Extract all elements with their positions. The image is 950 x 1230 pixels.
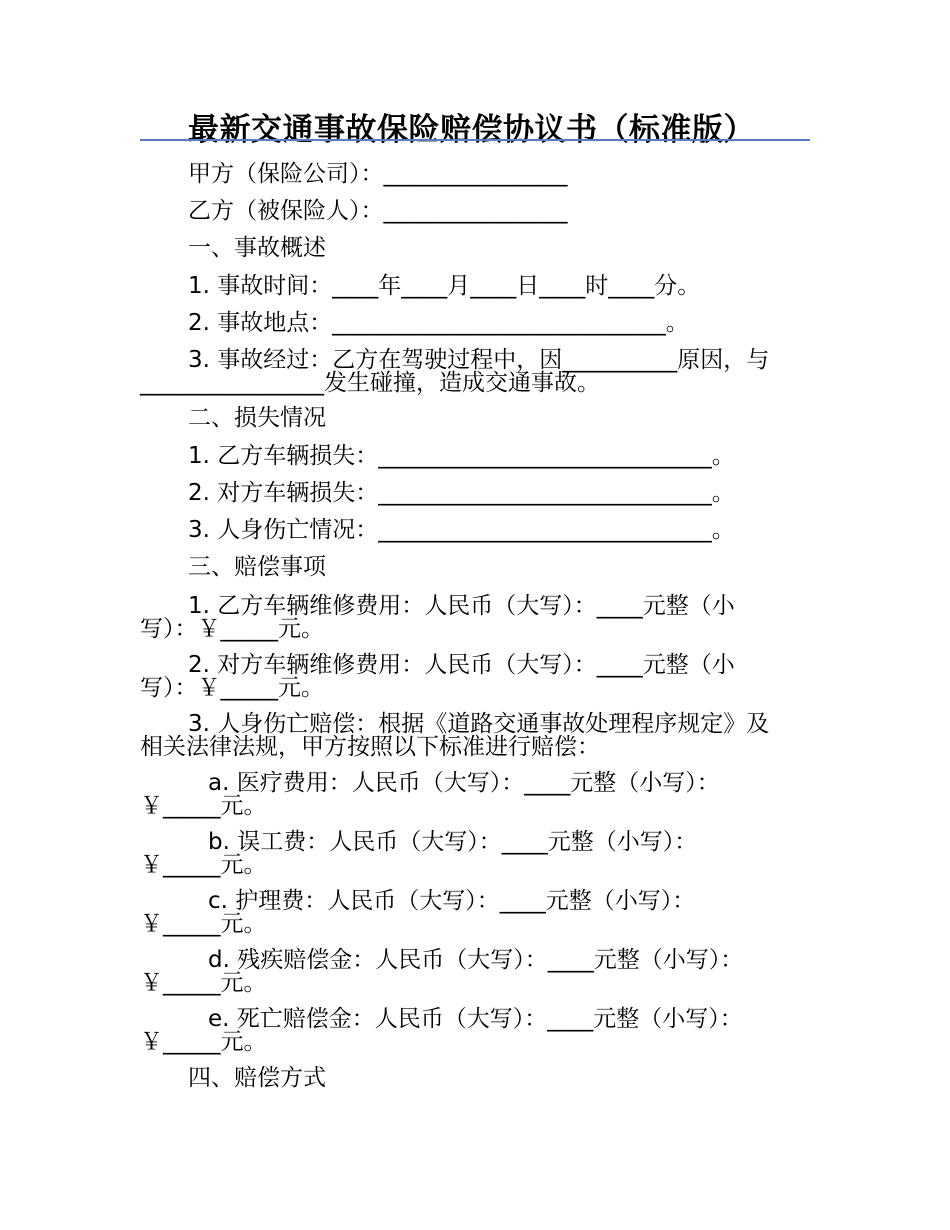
- party-a-line: 甲方（保险公司）：________________: [188, 161, 568, 187]
- accident-process-line: 3. 事故经过：乙方在驾驶过程中，因__________原因，与: [188, 347, 770, 373]
- title-underline: [140, 139, 810, 141]
- other-vehicle-loss-line: 2. 对方车辆损失：_____________________________。: [188, 480, 735, 506]
- section-heading-1: 一、事故概述: [188, 235, 326, 261]
- nursing-cost-line: c. 护理费：人民币（大写）：____元整（小写）：: [208, 888, 696, 914]
- own-repair-cost-line-cont: 写）：￥_____元。: [140, 616, 324, 642]
- other-repair-cost-line-cont: 写）：￥_____元。: [140, 675, 324, 701]
- section-heading-2: 二、损失情况: [188, 405, 326, 431]
- medical-cost-line: a. 医疗费用：人民币（大写）：____元整（小写）：: [208, 770, 720, 796]
- document-title: 最新交通事故保险赔偿协议书（标准版）: [188, 112, 755, 148]
- death-compensation-line: e. 死亡赔偿金：人民币（大写）：____元整（小写）：: [208, 1006, 743, 1032]
- lost-wages-line: b. 误工费：人民币（大写）：____元整（小写）：: [208, 829, 698, 855]
- accident-process-line-cont: ________________发生碰撞，造成交通事故。: [140, 370, 600, 396]
- casualty-line: 3. 人身伤亡情况：_____________________________。: [188, 517, 735, 543]
- own-repair-cost-line: 1. 乙方车辆维修费用：人民币（大写）：____元整（小: [188, 593, 735, 619]
- lost-wages-line-cont: ￥_____元。: [140, 852, 267, 878]
- disability-compensation-line-cont: ￥_____元。: [140, 970, 267, 996]
- injury-compensation-line-cont: 相关法律法规，甲方按照以下标准进行赔偿：: [140, 734, 600, 760]
- disability-compensation-line: d. 残疾赔偿金：人民币（大写）：____元整（小写）：: [208, 947, 744, 973]
- accident-location-line: 2. 事故地点：_____________________________。: [188, 310, 689, 336]
- section-heading-4: 四、赔偿方式: [188, 1065, 326, 1091]
- own-vehicle-loss-line: 1. 乙方车辆损失：_____________________________。: [188, 443, 735, 469]
- section-heading-3: 三、赔偿事项: [188, 554, 326, 580]
- party-b-line: 乙方（被保险人）：________________: [188, 198, 568, 224]
- other-repair-cost-line: 2. 对方车辆维修费用：人民币（大写）：____元整（小: [188, 652, 735, 678]
- medical-cost-line-cont: ￥_____元。: [140, 793, 267, 819]
- death-compensation-line-cont: ￥_____元。: [140, 1029, 267, 1055]
- injury-compensation-line: 3. 人身伤亡赔偿：根据《道路交通事故处理程序规定》及: [188, 711, 770, 737]
- nursing-cost-line-cont: ￥_____元。: [140, 911, 267, 937]
- accident-time-line: 1. 事故时间：____年____月____日____时____分。: [188, 273, 701, 299]
